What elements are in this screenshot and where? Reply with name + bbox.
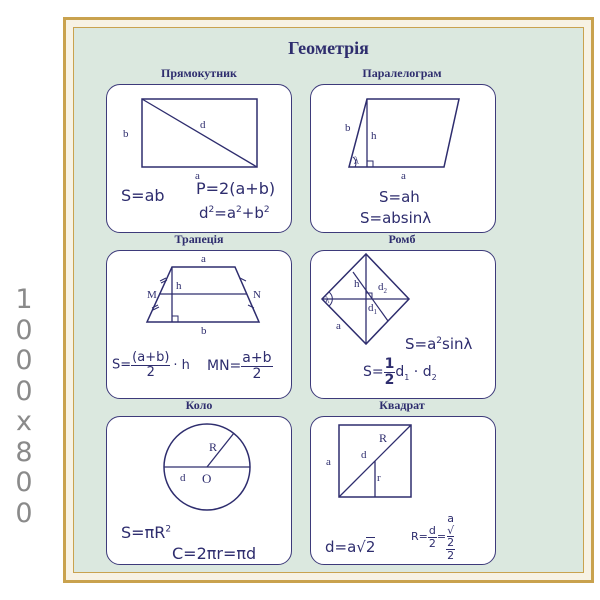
para-label-b: b xyxy=(345,122,351,134)
rhomb-diagonal-formula: S= $\frac{1}{2}$ $d_1 \cdot d_2$ xyxy=(363,356,437,388)
para-label-h: h xyxy=(371,130,377,142)
rhomb-label-h: h xyxy=(354,278,360,290)
dimension-label xyxy=(12,285,36,529)
trap-label-h: h xyxy=(176,280,182,292)
rect-label-d: d xyxy=(200,119,206,131)
dimension-char: 0 xyxy=(15,375,33,407)
trap-label-M: M xyxy=(147,289,157,301)
circle-label-O: O xyxy=(202,471,212,486)
circle-panel xyxy=(106,416,292,565)
rhomb-label-a: a xyxy=(336,320,341,332)
circle-diagram xyxy=(107,417,292,565)
rhomb-label-lambda: λ xyxy=(325,295,330,305)
rect-area-formula: S=ab xyxy=(121,186,165,205)
square-panel xyxy=(310,416,496,565)
rhombus-panel xyxy=(310,250,496,399)
square-diagonal-formula: d=a√2 xyxy=(325,538,376,556)
rectangle-diagonal xyxy=(142,99,257,167)
parallelogram-panel xyxy=(310,84,496,233)
dimension-char: 0 xyxy=(15,497,33,529)
rhomb-label-d2: $d_2$ xyxy=(378,281,387,295)
parallelogram-title: Паралелограм xyxy=(362,66,442,80)
trapezoid-title: Трапеція xyxy=(174,232,224,246)
rhomb-label-d1: $d_1$ xyxy=(368,302,377,316)
circle-label-d: d xyxy=(180,472,186,484)
circle-label-R: R xyxy=(209,440,218,454)
dimension-char: 0 xyxy=(15,345,33,376)
para-sine-formula: S=absinλ xyxy=(360,209,432,227)
dimension-char: 0 xyxy=(15,314,33,346)
dimension-char: x xyxy=(16,406,32,437)
square-label-a: a xyxy=(326,456,331,468)
trap-label-N: N xyxy=(253,289,261,301)
dimension-char: 1 xyxy=(15,284,33,315)
rect-label-a: a xyxy=(195,170,200,182)
para-area-formula: S=ah xyxy=(379,188,420,206)
circle-title: Коло xyxy=(185,398,213,412)
trap-midline-formula: MN= $\frac{a+b}{2}$ xyxy=(207,350,272,382)
para-label-lambda: λ xyxy=(354,156,359,167)
poster-inner xyxy=(73,27,584,573)
trap-label-a: a xyxy=(201,253,206,265)
square-radius-formula: R= $\frac{d}{2}$ = a √ 2 2 xyxy=(411,512,455,562)
rect-perimeter-formula: P=2(a+b) xyxy=(196,179,276,198)
dimension-char: 0 xyxy=(15,467,33,498)
rhombus-title: Ромб xyxy=(388,232,416,246)
square-label-R: R xyxy=(379,431,388,445)
dimension-char: 8 xyxy=(15,436,33,468)
poster-title: Геометрія xyxy=(288,38,369,58)
rectangle-title: Прямокутник xyxy=(161,66,237,80)
trap-area-formula: S= $\frac{(a+b)}{2}$ · h xyxy=(112,350,190,380)
parallelogram-shape xyxy=(349,99,459,167)
square-label-d: d xyxy=(361,449,367,461)
rhomb-area-formula: $S=a^2\sin\lambda$ xyxy=(405,335,473,353)
rect-diagonal-formula: $d^2=a^2+b^2$ xyxy=(199,204,270,222)
trap-label-b: b xyxy=(201,325,207,337)
circle-area-formula: $S=\pi R^2$ xyxy=(121,523,172,542)
square-label-r: r xyxy=(377,472,381,484)
rectangle-panel xyxy=(106,84,292,233)
circle-length-formula: C=2πr=πd xyxy=(172,544,257,563)
rect-label-b: b xyxy=(123,128,129,140)
square-title: Квадрат xyxy=(379,398,425,412)
right-angle-mark xyxy=(172,316,178,322)
trapezoid-panel xyxy=(106,250,292,399)
para-label-a: a xyxy=(401,170,406,182)
poster-board xyxy=(63,17,594,583)
right-angle-mark xyxy=(367,161,373,167)
